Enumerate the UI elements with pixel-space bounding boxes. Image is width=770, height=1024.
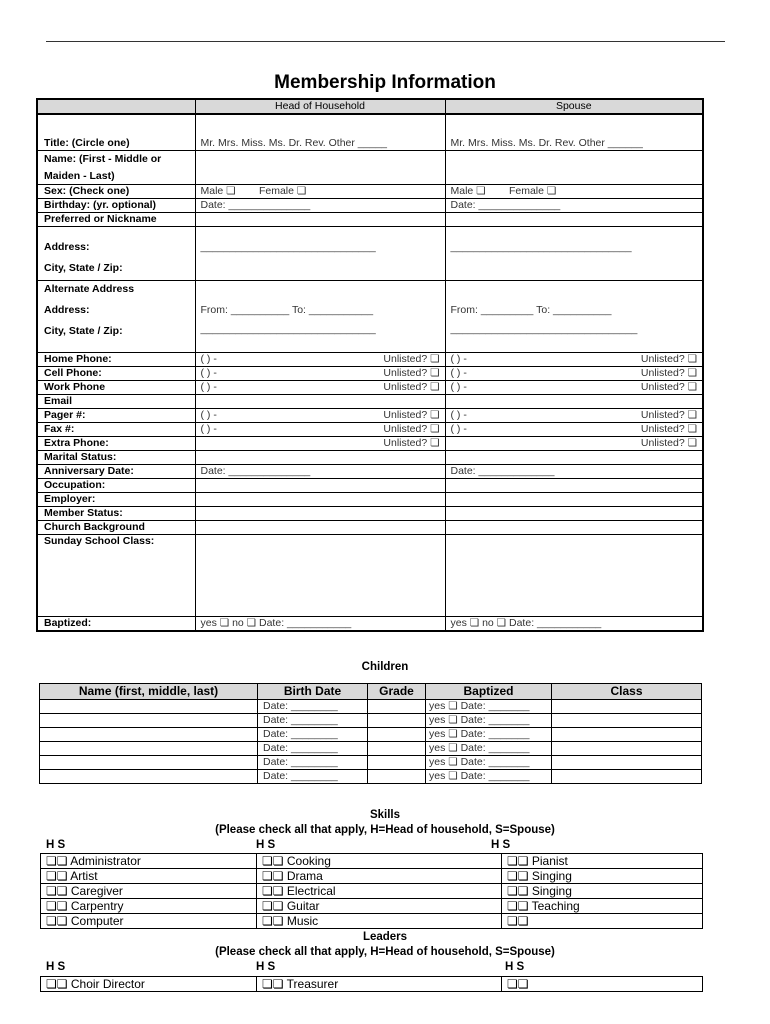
name-label-line2: Maiden - Last) [44,169,115,182]
skills-hs-col1: H S [46,839,66,851]
anniversary-spouse-field[interactable]: Date: _____________ [445,464,703,478]
child-name-cell[interactable] [40,756,258,770]
phone-paren: ( ) - [200,352,217,365]
anniversary-label: Anniversary Date: [37,464,195,478]
extra-phone-spouse[interactable] [445,436,703,450]
table-row [41,884,703,899]
child-name-cell[interactable] [40,742,258,756]
alt-city-text: City, State / Zip: [44,324,123,337]
child-birthdate-cell[interactable]: Date: ________ [258,770,368,784]
nickname-label: Preferred or Nickname [37,212,195,226]
phone-paren: ( ) - [450,352,467,365]
phone-paren: ( ) - [200,366,217,379]
unlisted-checkbox[interactable]: Unlisted? ❏ [640,436,697,449]
child-birthdate-cell[interactable]: Date: ________ [258,756,368,770]
address-head-line: ______________________________ [200,240,376,253]
skill-cell[interactable]: ❏❏ Guitar [257,899,502,914]
table-row [40,742,702,756]
col-baptized-header: Baptized [426,684,552,700]
baptized-spouse-field[interactable]: yes ❏ no ❏ Date: ___________ [445,616,703,631]
city-label-text: City, State / Zip: [44,261,123,274]
leaders-hs-col2: H S [256,961,276,973]
work-phone-spouse[interactable] [445,380,703,394]
nickname-spouse-field[interactable] [445,212,703,226]
unlisted-checkbox[interactable]: Unlisted? ❏ [640,422,697,435]
skill-cell[interactable]: ❏❏ Singing [502,869,703,884]
address-label [37,226,195,280]
marital-label: Marital Status: [37,450,195,464]
skill-cell[interactable]: ❏❏ Administrator [41,854,257,869]
male-checkbox[interactable]: Male ❏ [200,184,236,197]
fax-label: Fax #: [37,422,195,436]
unlisted-checkbox[interactable]: Unlisted? ❏ [383,408,440,421]
table-row [40,714,702,728]
child-grade-cell[interactable] [368,756,426,770]
head-of-household-header: Head of Household [195,99,445,114]
cell-phone-head[interactable] [195,366,445,380]
phone-paren: ( ) - [450,422,467,435]
unlisted-checkbox[interactable]: Unlisted? ❏ [383,422,440,435]
unlisted-checkbox[interactable]: Unlisted? ❏ [640,366,697,379]
page-title: Membership Information [274,72,496,93]
col-grade-header: Grade [368,684,426,700]
col-class-header: Class [552,684,702,700]
child-grade-cell[interactable] [368,700,426,714]
child-class-cell[interactable] [552,742,702,756]
child-name-cell[interactable] [40,770,258,784]
child-class-cell[interactable] [552,714,702,728]
sunday-school-label: Sunday School Class: [37,534,195,616]
skill-cell[interactable]: ❏❏ Caregiver [41,884,257,899]
leaders-table [40,976,703,992]
extra-phone-head[interactable] [195,436,445,450]
child-birthdate-cell[interactable]: Date: ________ [258,742,368,756]
baptized-label: Baptized: [37,616,195,631]
name-spouse-field[interactable] [445,150,703,184]
unlisted-checkbox[interactable]: Unlisted? ❏ [640,380,697,393]
child-birthdate-cell[interactable]: Date: ________ [258,714,368,728]
skills-hs-col3: H S [491,839,511,851]
occupation-head-field[interactable] [195,478,445,492]
email-head-field[interactable] [195,394,445,408]
from-to-head: From: __________ To: ___________ [200,303,374,316]
skill-cell[interactable]: ❏❏ Pianist [502,854,703,869]
church-background-spouse-field[interactable] [445,520,703,534]
skill-cell[interactable]: ❏❏ Carpentry [41,899,257,914]
skill-cell[interactable]: ❏❏ Singing [502,884,703,899]
alt-city-head-line: ______________________________ [200,322,376,335]
skill-cell[interactable]: ❏❏ Computer [41,914,257,929]
sex-head-field[interactable] [195,184,445,198]
email-label: Email [37,394,195,408]
anniversary-head-field[interactable]: Date: ______________ [195,464,445,478]
female-checkbox[interactable]: Female ❏ [508,184,557,197]
pager-spouse[interactable] [445,408,703,422]
male-checkbox[interactable]: Male ❏ [450,184,486,197]
child-baptized-cell[interactable]: yes ❏ Date: _______ [426,700,552,714]
phone-paren: ( ) - [200,380,217,393]
employer-label: Employer: [37,492,195,506]
home-phone-head[interactable] [195,352,445,366]
leader-cell[interactable]: ❏❏ Choir Director [41,977,257,992]
cell-phone-spouse[interactable] [445,366,703,380]
skills-subtitle: (Please check all that apply, H=Head of household, S=Spouse) [215,824,555,836]
name-label-line1: Name: (First - Middle or [44,152,162,165]
unlisted-checkbox[interactable]: Unlisted? ❏ [383,366,440,379]
address-label-text: Address: [44,240,90,253]
skill-cell[interactable]: ❏❏ Artist [41,869,257,884]
birthday-head-field[interactable]: Date: ______________ [195,198,445,212]
child-grade-cell[interactable] [368,742,426,756]
phone-paren: ( ) - [450,380,467,393]
email-spouse-field[interactable] [445,394,703,408]
employer-spouse-field[interactable] [445,492,703,506]
sunday-school-spouse-field[interactable] [445,534,703,616]
sunday-school-head-field[interactable] [195,534,445,616]
alt-address-head-field[interactable] [195,280,445,352]
child-class-cell[interactable] [552,728,702,742]
title-label: Title: (Circle one) [37,114,195,150]
member-status-label: Member Status: [37,506,195,520]
marital-spouse-field[interactable] [445,450,703,464]
member-status-head-field[interactable] [195,506,445,520]
table-row [41,914,703,929]
unlisted-checkbox[interactable]: Unlisted? ❏ [640,352,697,365]
sex-spouse-field[interactable] [445,184,703,198]
top-rule [46,41,725,42]
home-phone-label: Home Phone: [37,352,195,366]
child-name-cell[interactable] [40,700,258,714]
leaders-hs-col3: H S [505,961,525,973]
pager-head[interactable] [195,408,445,422]
table-row [40,770,702,784]
child-grade-cell[interactable] [368,728,426,742]
alt-address-spouse-field[interactable] [445,280,703,352]
child-birthdate-cell[interactable]: Date: ________ [258,700,368,714]
leaders-title: Leaders [362,931,408,943]
church-background-head-field[interactable] [195,520,445,534]
child-class-cell[interactable] [552,700,702,714]
child-birthdate-cell[interactable]: Date: ________ [258,728,368,742]
col-name-header: Name (first, middle, last) [40,684,258,700]
fax-head[interactable] [195,422,445,436]
occupation-spouse-field[interactable] [445,478,703,492]
pager-label: Pager #: [37,408,195,422]
name-head-field[interactable] [195,150,445,184]
title-options-spouse[interactable]: Mr. Mrs. Miss. Ms. Dr. Rev. Other ______ [445,114,703,150]
birthday-spouse-field[interactable]: Date: ______________ [445,198,703,212]
table-row [40,728,702,742]
child-baptized-cell[interactable]: yes ❏ Date: _______ [426,742,552,756]
skill-cell[interactable]: ❏❏ Teaching [502,899,703,914]
employer-head-field[interactable] [195,492,445,506]
skills-table [40,853,703,929]
cell-phone-label: Cell Phone: [37,366,195,380]
unlisted-checkbox[interactable]: Unlisted? ❏ [383,436,440,449]
unlisted-checkbox[interactable]: Unlisted? ❏ [383,352,440,365]
unlisted-checkbox[interactable]: Unlisted? ❏ [640,408,697,421]
child-class-cell[interactable] [552,756,702,770]
spouse-header: Spouse [445,99,703,114]
birthday-label: Birthday: (yr. optional) [37,198,195,212]
table-row [41,869,703,884]
member-status-spouse-field[interactable] [445,506,703,520]
child-grade-cell[interactable] [368,770,426,784]
child-name-cell[interactable] [40,728,258,742]
phone-paren: ( ) - [450,366,467,379]
skills-title: Skills [369,809,401,821]
table-row [40,700,702,714]
child-grade-cell[interactable] [368,714,426,728]
name-label [37,150,195,184]
child-class-cell[interactable] [552,770,702,784]
alt-city-spouse-line: ________________________________ [450,322,638,335]
skill-cell[interactable]: ❏❏ Electrical [257,884,502,899]
leader-cell[interactable]: ❏❏ [502,977,703,992]
skill-cell[interactable]: ❏❏ Cooking [257,854,502,869]
child-baptized-cell[interactable]: yes ❏ Date: _______ [426,756,552,770]
table-row [41,854,703,869]
col-birthdate-header: Birth Date [258,684,368,700]
skill-cell[interactable]: ❏❏ Music [257,914,502,929]
child-baptized-cell[interactable]: yes ❏ Date: _______ [426,714,552,728]
children-title: Children [361,661,409,673]
address-spouse-field[interactable] [445,226,703,280]
leaders-hs-col1: H S [46,961,66,973]
unlisted-checkbox[interactable]: Unlisted? ❏ [383,380,440,393]
home-phone-spouse[interactable] [445,352,703,366]
skill-cell[interactable]: ❏❏ [502,914,703,929]
membership-table [36,98,704,632]
alt-address-title: Alternate Address [44,282,135,295]
fax-spouse[interactable] [445,422,703,436]
child-name-cell[interactable] [40,714,258,728]
alt-address-text: Address: [44,303,90,316]
leader-cell[interactable]: ❏❏ Treasurer [257,977,502,992]
occupation-label: Occupation: [37,478,195,492]
child-baptized-cell[interactable]: yes ❏ Date: _______ [426,770,552,784]
table-row [40,756,702,770]
alt-address-label [37,280,195,352]
female-checkbox[interactable]: Female ❏ [258,184,307,197]
baptized-head-field[interactable]: yes ❏ no ❏ Date: ___________ [195,616,445,631]
from-to-spouse: From: _________ To: __________ [450,303,612,316]
work-phone-label: Work Phone [37,380,195,394]
title-options-head[interactable]: Mr. Mrs. Miss. Ms. Dr. Rev. Other _____ [195,114,445,150]
work-phone-head[interactable] [195,380,445,394]
phone-paren: ( ) - [200,422,217,435]
marital-head-field[interactable] [195,450,445,464]
address-head-field[interactable] [195,226,445,280]
table-row [41,899,703,914]
leaders-subtitle: (Please check all that apply, H=Head of household, S=Spouse) [215,946,555,958]
extra-phone-label: Extra Phone: [37,436,195,450]
children-table [39,683,702,784]
phone-paren: ( ) - [450,408,467,421]
church-background-label: Church Background [37,520,195,534]
child-baptized-cell[interactable]: yes ❏ Date: _______ [426,728,552,742]
table-row [41,977,703,992]
nickname-head-field[interactable] [195,212,445,226]
blank-header-cell [37,99,195,114]
phone-paren: ( ) - [200,408,217,421]
skill-cell[interactable]: ❏❏ Drama [257,869,502,884]
skills-hs-col2: H S [256,839,276,851]
address-spouse-line: _______________________________ [450,240,632,253]
sex-label: Sex: (Check one) [37,184,195,198]
